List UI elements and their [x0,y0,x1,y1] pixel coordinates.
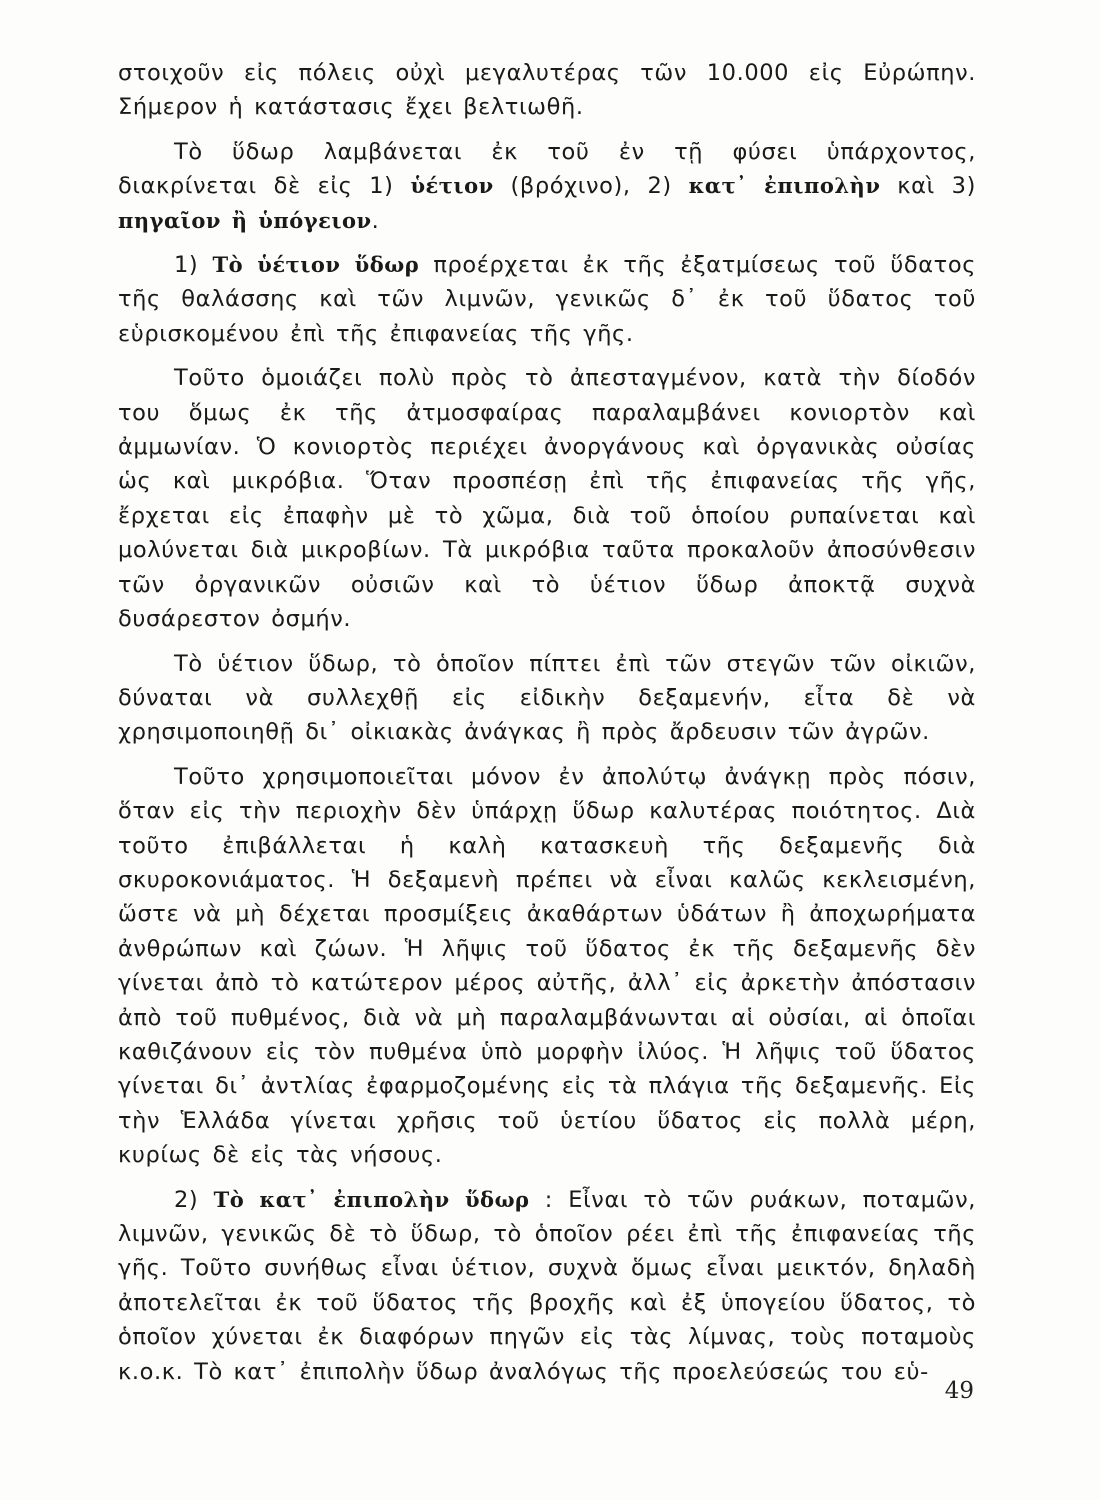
bold-term: Τὸ ὑέτιον ὕδωρ [212,252,420,278]
text-segment: Τὸ ὕδωρ λαμβάνεται ἐκ τοῦ ἐν τῇ φύσει ὑπάρχοντος, διακρίνεται δὲ εἰς 1) [118,138,976,200]
text-segment: : Εἶναι τὸ τῶν ρυάκων, ποταμῶν, λιμνῶν, γενικῶς δὲ τὸ ὕδωρ, τὸ ὁποῖον ρέει ἐπὶ τῆς ἐπιφανείας τῆς γῆς. Τοῦτο συνήθως εἶναι ὑέτιον, συχνὰ ὅμως εἶναι μεικτόν, δηλαδὴ ἀποτελεῖται ἐκ τοῦ ὕδατος τῆς βροχῆς καὶ ἐξ ὑπογείου ὕδατος, τὸ ὁποῖον χύνεται ἐκ διαφόρων πηγῶν εἰς τὰς λίμνας, τοὺς ποταμοὺς κ.ο.κ. Τὸ κατ᾿ ἐπιπολὴν ὕδωρ ἀναλόγως τῆς προελεύσεώς του εὑ- [118,1186,977,1385]
bold-term: πηγαῖον ἢ ὑπόγειον [118,207,372,233]
paragraph [118,760,976,1173]
bold-term: κατ᾿ ἐπιπολὴν [688,173,881,199]
paragraph [118,1183,976,1389]
text-segment: Τοῦτο ὁμοιάζει πολὺ πρὸς τὸ ἀπεσταγμένον, κατὰ τὴν δίοδόν του ὅμως ἐκ τῆς ἀτμοσφαίρας παραλαμβάνει κονιορτὸν καὶ ἀμμωνίαν. Ὁ κονιορτὸς περιέχει ἀνοργάνους καὶ ὀργανικὰς οὐσίας ὡς καὶ μικρόβια. Ὅταν προσπέσῃ ἐπὶ τῆς ἐπιφανείας τῆς γῆς, ἔρχεται εἰς ἐπαφὴν μὲ τὸ χῶμα, διὰ τοῦ ὁποίου ρυπαίνεται καὶ μολύνεται διὰ μικροβίων. Τὰ μικρόβια ταῦτα προκαλοῦν ἀποσύνθεσιν τῶν ὀργανικῶν οὐσιῶν καὶ τὸ ὑέτιον ὕδωρ ἀποκτᾷ συχνὰ δυσάρεστον ὀσμήν. [118,365,976,633]
text-segment: 1) [174,252,213,279]
text-segment: προέρχεται ἐκ τῆς ἐξατμίσεως τοῦ ὕδατος τῆς θαλάσσης καὶ τῶν λιμνῶν, γενικῶς δ᾿ ἐκ τοῦ ὕδατος τοῦ εὑρισκομένου ἐπὶ τῆς ἐπιφανείας τῆς γῆς. [118,252,977,347]
text-segment: Τὸ ὑέτιον ὕδωρ, τὸ ὁποῖον πίπτει ἐπὶ τῶν στεγῶν τῶν οἰκιῶν, δύναται νὰ συλλεχθῇ εἰς εἰδικὴν δεξαμενήν, εἶτα δὲ νὰ χρησιμοποιηθῇ δι᾿ οἰκιακὰς ἀνάγκας ἢ πρὸς ἄρδευσιν τῶν ἀγρῶν. [118,650,976,746]
paragraph [118,647,976,750]
text-segment: 2) [174,1186,214,1213]
body-text [118,56,976,1399]
bold-term: ὑέτιον [410,173,494,199]
paragraph [118,135,976,238]
text-segment: στοιχοῦν εἰς πόλεις οὐχὶ μεγαλυτέρας τῶν 10.000 εἰς Εὐρώπην. Σήμερον ἡ κατάστασις ἔχει βελτιωθῆ. [118,60,976,121]
text-segment: Τοῦτο χρησιμοποιεῖται μόνον ἐν ἀπολύτῳ ἀνάγκῃ πρὸς πόσιν, ὅταν εἰς τὴν περιοχὴν δὲν ὑπάρχῃ ὕδωρ καλυτέρας ποιότητος. Διὰ τοῦτο ἐπιβάλλεται ἡ καλὴ κατασκευὴ τῆς δεξαμενῆς διὰ σκυροκονιάματος. Ἡ δεξαμενὴ πρέπει νὰ εἶναι καλῶς κεκλεισμένη, ὥστε νὰ μὴ δέχεται προσμίξεις ἀκαθάρτων ὑδάτων ἢ ἀποχωρήματα ἀνθρώπων καὶ ζώων. Ἡ λῆψις τοῦ ὕδατος ἐκ τῆς δεξαμενῆς δὲν γίνεται ἀπὸ τὸ κατώτερον μέρος αὐτῆς, ἀλλ᾿ εἰς ἀρκετὴν ἀπόστασιν ἀπὸ τοῦ πυθμένος, διὰ νὰ μὴ παραλαμβάνωνται αἱ οὐσίαι, αἱ ὁποῖαι καθιζάνουν εἰς τὸν πυθμένα ὑπὸ μορφὴν ἰλύος. Ἡ λῆψις τοῦ ὕδατος γίνεται δι᾿ ἀντλίας ἐφαρμοζομένης εἰς τὰ πλάγια τῆς δεξαμενῆς. Εἰς τὴν Ἑλλάδα γίνεται χρῆσις τοῦ ὑετίου ὕδατος εἰς πολλὰ μέρη, κυρίως δὲ εἰς τὰς νήσους. [118,763,976,1169]
paragraph [118,56,976,125]
page-number: 49 [944,1378,974,1404]
text-segment: (βρόχινο), 2) [493,173,689,200]
paragraph [118,361,976,636]
bold-term: Τὸ κατ᾿ ἐπιπολὴν ὕδωρ [213,1186,530,1212]
text-segment: . [371,207,380,234]
paragraph [118,248,976,351]
text-segment: καὶ 3) [880,173,976,200]
